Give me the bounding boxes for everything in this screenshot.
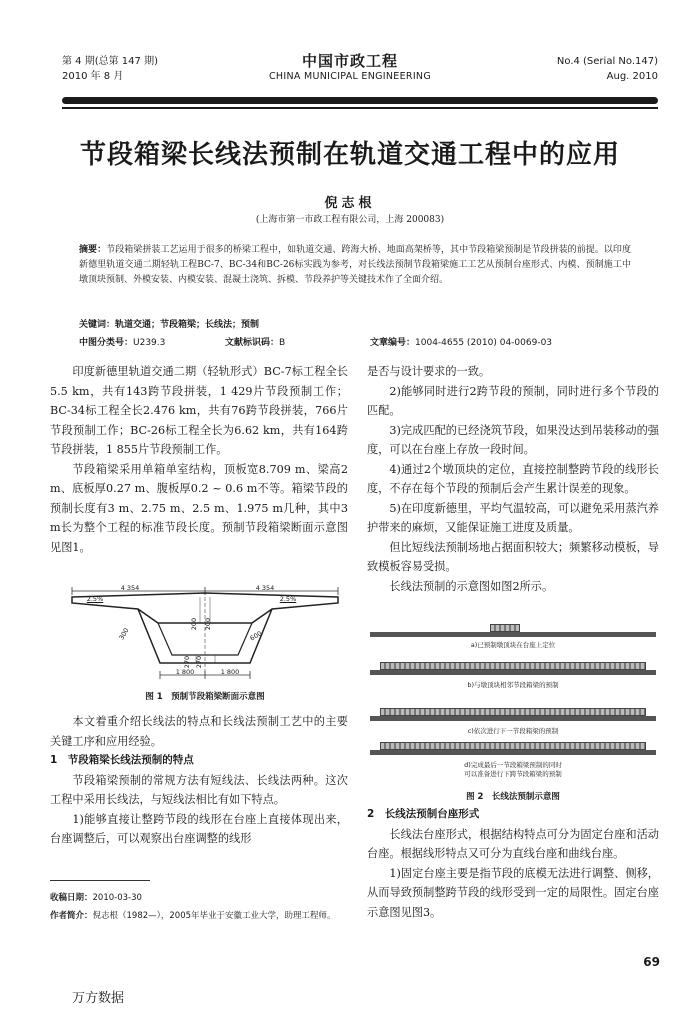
paragraph: 但比短线法预制场地占据面积较大；频繁移动模板，导致模板容易受损。	[367, 540, 659, 573]
clc-label: 中图分类号：	[79, 338, 134, 348]
right-column-top	[367, 362, 659, 596]
casting-bed	[370, 670, 656, 675]
segment-row	[380, 708, 646, 716]
header-rule-thin	[62, 107, 658, 109]
doccode-label: 文献标识码：	[225, 338, 280, 348]
fig2-step-d2: 可以准备进行下跨节段箱梁的预制	[464, 770, 562, 778]
paragraph: 印度新德里轨道交通二期（轻轨形式）BC-7标工程全长5.5 km，共有143跨节段拼装，1 429片节段预制工作；BC-34标工程全长2.476 km，共有76跨节段拼装，766片节段预制工作；BC-26标工程全长为6.62 km，共有164跨节段拼装，1 855片节段预制工作。	[50, 365, 348, 456]
paragraph: 1)能够直接让整跨节段的线形在台座上直接体现出来，台座调整后，可以观察出台座调整的线形	[50, 812, 348, 845]
abstract-text: 节段箱梁拼装工艺运用于很多的桥梁工程中，如轨道交通、跨海大桥、地面高架桥等，其中节段箱梁预制是节段拼装的前提。以印度新德里轨道交通二期轻轨工程BC-7、BC-34和BC-26标实践为参考，对长线法预制节段箱梁施工工艺从预制台座形式、内模、预制施工中墩顶块预制、外模安装、内模安装、混凝土浇筑、拆模、节段养护等关键技术作了全面介绍。	[79, 245, 631, 285]
clc-value: U239.3	[133, 338, 166, 348]
fig1-web-mid2: 200	[204, 617, 212, 631]
author-name: 倪志根	[324, 196, 376, 211]
fig1-web-mid1: 200	[190, 617, 198, 631]
journal-name-cn: 中国市政工程	[301, 52, 398, 70]
keywords-label: 关键词：	[79, 320, 116, 330]
clc-number	[79, 335, 165, 348]
issue-number-en: No.4 (Serial No.147)	[556, 56, 658, 67]
doccode-value: B	[279, 338, 286, 348]
journal-name-en: CHINA MUNICIPAL ENGINEERING	[269, 71, 431, 82]
watermark: 万方数据	[72, 991, 125, 1006]
footnote-rule	[50, 880, 150, 881]
paragraph: 1)固定台座主要是指节段的底模无法进行调整、侧移，从而导致预制整跨节段的线形受到一定的局限性。固定台座示意图见图3。	[367, 866, 659, 919]
header-rule-thick	[62, 97, 658, 104]
footnote-author	[50, 908, 350, 925]
issue-number-cn: 第 4 期(总第 147 期)	[62, 56, 158, 67]
right-column-bottom	[367, 805, 659, 922]
author-info-text: 倪志根（1982—），2005年毕业于安徽工业大学，助理工程师。	[92, 911, 336, 921]
received-date: 2010-03-30	[92, 893, 142, 903]
abstract-label: 摘要：	[79, 245, 107, 255]
figure-1-caption: 图 1 预制节段箱梁断面示意图	[145, 692, 265, 702]
fig1-web-right: 600	[248, 629, 264, 643]
keywords	[79, 318, 631, 333]
fig1-dim-right: 4 354	[255, 584, 275, 592]
section-heading-2: 2 长线法预制台座形式	[367, 808, 480, 820]
page-number: 69	[643, 955, 660, 969]
fig2-step-a: a)已预制墩顶块在台座上定位	[470, 641, 556, 649]
paragraph: 长线法台座形式，根据结构特点可分为固定台座和活动台座。根据线形特点又可分为直线台座和曲线台座。	[367, 827, 659, 860]
fig1-web-left: 300	[117, 626, 131, 642]
figure-2-diagram	[370, 622, 656, 790]
left-column-top	[50, 362, 348, 557]
article-title: 节段箱梁长线法预制在轨道交通工程中的应用	[79, 140, 620, 170]
fig1-slope-left: 2.5%	[86, 595, 104, 603]
left-column-bottom	[50, 712, 348, 849]
articleno-value: 1004-4655 (2010) 04-0069-03	[415, 338, 553, 348]
section-heading-1: 1 节段箱梁长线法预制的特点	[50, 754, 194, 766]
figure-2-caption: 图 2 长线法预制示意图	[466, 792, 560, 802]
article-number	[370, 335, 552, 348]
pier-segment	[490, 624, 520, 632]
casting-bed	[370, 632, 656, 637]
fig1-dim-left: 4 354	[120, 584, 140, 592]
fig1-bottom-right: 1 800	[220, 668, 240, 676]
paragraph: 4)通过2个墩顶块的定位，直接控制整跨节段的线形长度，不存在每个节段的预制后会产生累计误差的现象。	[367, 462, 659, 495]
author-info-label: 作者简介：	[50, 911, 93, 921]
abstract	[79, 243, 631, 288]
fig2-step-b: b)与墩顶块相邻节段箱梁的预制	[467, 681, 559, 689]
fig2-step-c: c)依次进行下一节段箱梁的预制	[467, 727, 559, 735]
fig2-step-d1: d)完成最后一节段箱梁预制的同时	[464, 761, 562, 769]
footnote-received	[50, 890, 350, 907]
paragraph: 是否与设计要求的一致。	[367, 365, 491, 378]
document-code	[225, 335, 285, 348]
paragraph: 节段箱梁采用单箱单室结构，顶板宽8.709 m、梁高2 m、底板厚0.27 m、腹板厚0.2 ~ 0.6 m不等。箱梁节段的预制长度有3 m、2.75 m、2.5 m、1.975 m几种，其中3 m长为整个工程的标准节段长度。预制节段箱梁断面示意图见图1。	[50, 462, 348, 554]
paragraph: 节段箱梁预制的常规方法有短线法、长线法两种。这次工程中采用长线法，与短线法相比有如下特点。	[50, 773, 348, 806]
fig1-bottom-mid1: 270	[183, 655, 191, 669]
paragraph: 3)完成匹配的已经浇筑节段，如果没达到吊装移动的强度，可以在台座上存放一段时间。	[367, 423, 659, 456]
casting-bed	[370, 716, 656, 721]
segment-row	[380, 742, 646, 750]
segment-row	[380, 662, 646, 670]
articleno-label: 文章编号：	[370, 338, 416, 348]
received-label: 收稿日期：	[50, 893, 93, 903]
fig1-slope-right: 2.5%	[279, 595, 297, 603]
issue-date-cn: 2010 年 8 月	[62, 71, 124, 82]
author-affiliation: (上海市第一市政工程有限公司，上海 200083)	[255, 215, 445, 225]
fig1-bottom-mid2: 270	[195, 655, 203, 669]
paragraph: 5)在印度新德里，平均气温较高，可以避免采用蒸汽养护带来的麻烦，又能保证施工进度及质量。	[367, 501, 659, 534]
paragraph: 本文着重介绍长线法的特点和长线法预制工艺中的主要关键工序和应用经验。	[50, 715, 348, 748]
paragraph: 长线法预制的示意图如图2所示。	[389, 579, 554, 593]
casting-bed	[370, 750, 656, 755]
fig1-bottom-left: 1 800	[175, 668, 195, 676]
issue-date-en: Aug. 2010	[606, 71, 658, 82]
keywords-text: 轨道交通；节段箱梁；长线法；预制	[115, 320, 260, 330]
paragraph: 2)能够同时进行2跨节段的预制，同时进行多个节段的匹配。	[367, 384, 659, 417]
